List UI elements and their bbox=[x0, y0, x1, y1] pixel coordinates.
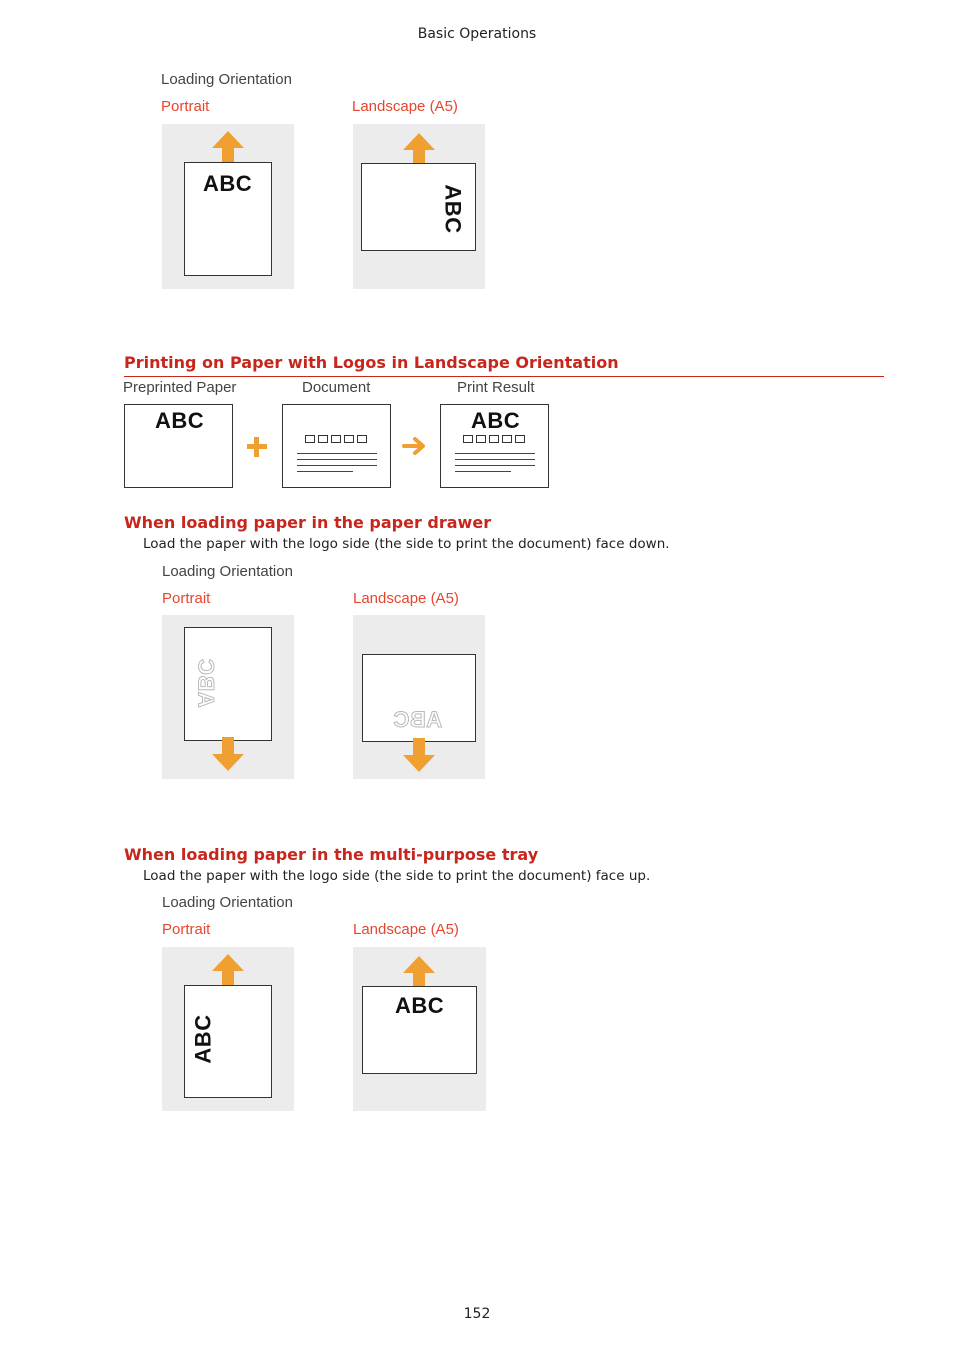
text-line bbox=[297, 459, 377, 460]
landscape-label: Landscape (A5) bbox=[353, 921, 459, 938]
landscape-panel bbox=[353, 615, 485, 779]
down-arrow-icon bbox=[162, 615, 294, 779]
portrait-label: Portrait bbox=[162, 921, 211, 938]
drawer-instruction: Load the paper with the logo side (the side to print the document) face down. bbox=[143, 536, 670, 552]
landscape-panel bbox=[353, 947, 486, 1111]
portrait-panel bbox=[162, 947, 294, 1111]
text-line bbox=[455, 471, 511, 472]
portrait-label: Portrait bbox=[161, 98, 210, 115]
logo-text: ABC bbox=[395, 993, 445, 1018]
document-paper bbox=[282, 404, 391, 488]
document-label: Document bbox=[302, 379, 371, 396]
print-result-label: Print Result bbox=[457, 379, 535, 396]
landscape-panel bbox=[353, 124, 485, 289]
print-result-paper bbox=[440, 404, 549, 488]
portrait-panel bbox=[162, 124, 294, 289]
text-line bbox=[455, 453, 535, 454]
text-line bbox=[297, 453, 377, 454]
running-header: Basic Operations bbox=[417, 26, 537, 42]
figure-title: Loading Orientation bbox=[161, 71, 292, 88]
document-boxes bbox=[463, 435, 525, 443]
paper-sheet bbox=[361, 163, 476, 251]
page-number: 152 bbox=[463, 1306, 491, 1322]
tray-instruction: Load the paper with the logo side (the side to print the document) face up. bbox=[143, 868, 651, 884]
section-heading-drawer: When loading paper in the paper drawer bbox=[124, 513, 492, 532]
logo-text-reversed: ABC bbox=[193, 658, 219, 708]
landscape-label: Landscape (A5) bbox=[352, 98, 458, 115]
logo-text: ABC bbox=[190, 1014, 216, 1064]
text-line bbox=[297, 471, 353, 472]
portrait-label: Portrait bbox=[162, 590, 211, 607]
heading-rule bbox=[124, 376, 884, 377]
text-line bbox=[297, 465, 377, 466]
preprinted-paper-label: Preprinted Paper bbox=[123, 379, 237, 396]
paper-sheet bbox=[184, 162, 272, 276]
plus-icon bbox=[245, 435, 269, 459]
right-arrow-icon bbox=[402, 436, 428, 456]
down-arrow-icon bbox=[353, 615, 485, 779]
logo-text: ABC bbox=[471, 408, 521, 433]
paper-sheet bbox=[184, 985, 272, 1098]
document-boxes bbox=[305, 435, 367, 443]
landscape-label: Landscape (A5) bbox=[353, 590, 459, 607]
text-line bbox=[455, 465, 535, 466]
logo-text: ABC bbox=[203, 171, 253, 196]
logo-text: ABC bbox=[155, 408, 205, 433]
paper-sheet bbox=[362, 986, 477, 1074]
figure-title: Loading Orientation bbox=[162, 563, 293, 580]
section-heading-logos: Printing on Paper with Logos in Landscape Orientation bbox=[124, 353, 619, 372]
logo-text: ABC bbox=[440, 184, 466, 234]
figure-title: Loading Orientation bbox=[162, 894, 293, 911]
portrait-panel bbox=[162, 615, 294, 779]
section-heading-tray: When loading paper in the multi-purpose tray bbox=[124, 845, 539, 864]
preprinted-paper bbox=[124, 404, 233, 488]
text-line bbox=[455, 459, 535, 460]
logo-text-reversed: ABC bbox=[393, 707, 443, 732]
